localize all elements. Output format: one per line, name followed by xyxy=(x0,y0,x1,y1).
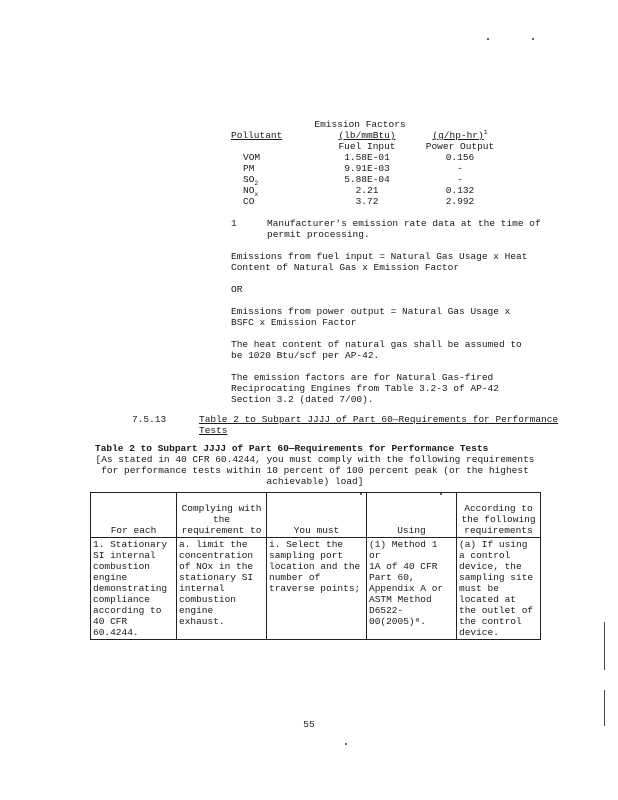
header-for-each: For each xyxy=(91,493,177,538)
col-fuel-sub: Fuel Input xyxy=(338,141,396,152)
power-co: 2.992 xyxy=(445,196,475,207)
fuel-vom: 1.58E-01 xyxy=(344,152,390,163)
scan-speck xyxy=(360,493,362,495)
power-nox: 0.132 xyxy=(445,185,475,196)
table-row xyxy=(91,538,541,640)
fuel-input-eq-line2: Content of Natural Gas x Emission Factor xyxy=(231,262,460,273)
scan-speck xyxy=(440,493,442,495)
col-pollutant: Pollutant xyxy=(231,130,283,141)
pollutant-co: CO xyxy=(243,196,255,207)
pollutant-nox: $NO_x$ xyxy=(243,185,259,198)
header-using: Using xyxy=(367,493,457,538)
pollutant-pm: PM xyxy=(243,163,255,174)
scan-speck xyxy=(487,38,489,40)
power-output-eq-line1: Emissions from power output = Natural Gas Usage x xyxy=(231,306,511,317)
fuel-so2: 5.88E-04 xyxy=(344,174,390,185)
factors-line2: Reciprocating Engines from Table 3.2-3 of AP-42 xyxy=(231,383,499,394)
factors-line3: Section 3.2 (dated 7/00). xyxy=(231,394,374,405)
page-number: 55 xyxy=(303,719,315,730)
cell-using: (1) Method 1 or 1A of 40 CFR Part 60, Appendix A or ASTM Method D6522-00(2005)ᵃ. xyxy=(367,538,457,640)
table2-desc-line3: achievable) load] xyxy=(266,476,364,487)
fuel-input-eq-line1: Emissions from fuel input = Natural Gas Usage x Heat xyxy=(231,251,528,262)
power-vom: 0.156 xyxy=(445,152,475,163)
power-so2: - xyxy=(457,174,463,185)
or-text: OR xyxy=(231,284,243,295)
header-complying: Complying with the requirement to xyxy=(177,493,267,538)
table-header-row xyxy=(91,493,541,538)
scan-edge-line xyxy=(604,690,605,726)
performance-test-table xyxy=(90,492,541,640)
heat-content-line1: The heat content of natural gas shall be assumed to xyxy=(231,339,522,350)
cell-for-each: 1. Stationary SI internal combustion engine demonstrating compliance according to 40 CFR 60.4244. xyxy=(91,538,177,640)
cell-complying: a. limit the concentration of NOx in the stationary SI internal combustion engine exhaust. xyxy=(177,538,267,640)
section-title-line2: Tests xyxy=(199,425,228,436)
pollutant-so2: $SO_2$ xyxy=(243,174,259,187)
scan-edge-line xyxy=(604,622,605,670)
pollutant-vom: VOM xyxy=(243,152,261,163)
section-title-line1: Table 2 to Subpart JJJJ of Part 60—Requirements for Performance xyxy=(199,414,559,425)
col-fuel-unit: (lb/mmBtu) xyxy=(338,130,396,141)
col-power-sub: Power Output xyxy=(425,141,495,152)
power-output-eq-line2: BSFC x Emission Factor xyxy=(231,317,357,328)
factors-line1: The emission factors are for Natural Gas-fired xyxy=(231,372,494,383)
emission-factors-heading: Emission Factors xyxy=(314,119,406,130)
scan-speck xyxy=(345,743,347,745)
cell-you-must: i. Select the sampling port location and the number of traverse points; xyxy=(267,538,367,640)
footnote-marker: 1 xyxy=(231,218,237,229)
footnote-line1: Manufacturer's emission rate data at the time of xyxy=(267,218,541,229)
power-pm: - xyxy=(457,163,463,174)
table2-desc-line2: for performance tests within 10 percent of 100 percent peak (or the highest xyxy=(101,465,529,476)
heat-content-line2: be 1020 Btu/scf per AP-42. xyxy=(231,350,380,361)
table2-title: Table 2 to Subpart JJJJ of Part 60—Requirements for Performance Tests xyxy=(95,443,489,454)
fuel-nox: 2.21 xyxy=(355,185,379,196)
fuel-co: 3.72 xyxy=(355,196,379,207)
footnote-line2: permit processing. xyxy=(267,229,370,240)
cell-according-to: (a) If using a control device, the sampling site must be located at the outlet of the control device. xyxy=(457,538,541,640)
header-you-must: You must xyxy=(267,493,367,538)
fuel-pm: 9.91E-03 xyxy=(344,163,390,174)
scan-speck xyxy=(532,38,534,40)
section-number: 7.5.13 xyxy=(132,414,167,425)
table2-desc-line1: [As stated in 40 CFR 60.4244, you must comply with the following requirements xyxy=(95,454,535,465)
col-power-unit: $(g/hp-hr)^1$ xyxy=(432,128,488,141)
header-according-to: According to the following requirements xyxy=(457,493,541,538)
